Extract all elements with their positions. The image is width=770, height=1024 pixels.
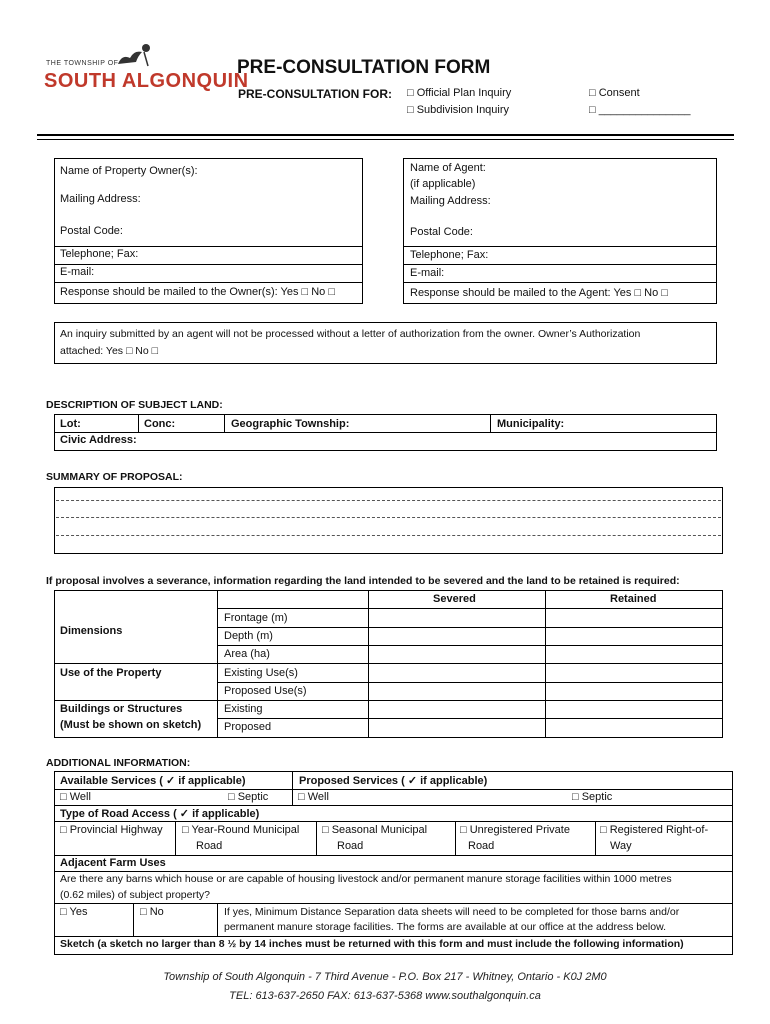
existing-uses-label: Existing Use(s) — [224, 667, 298, 679]
severance-table — [54, 590, 723, 738]
farm-uses-heading: Adjacent Farm Uses — [60, 857, 166, 869]
farm-question-line1: Are there any barns which house or are capable of housing livestock and/or permanent manure storage facilities within 1000 metres — [60, 873, 672, 885]
logo-line2: SOUTH ALGONQUIN — [44, 70, 249, 92]
option-official-plan[interactable]: □ Official Plan Inquiry — [407, 87, 512, 99]
use-property-label: Use of the Property — [60, 667, 162, 679]
available-well-checkbox[interactable]: □ Well — [60, 791, 91, 803]
registered-checkbox[interactable]: □ Registered Right-of- — [600, 824, 709, 836]
col-severed: Severed — [433, 593, 476, 605]
owner-telephone-field[interactable]: Telephone; Fax: — [60, 248, 139, 260]
summary-box[interactable] — [54, 487, 723, 554]
owner-postal-field[interactable]: Postal Code: — [60, 225, 123, 237]
farm-yes-checkbox[interactable]: □ Yes — [60, 906, 88, 918]
municipality-field[interactable]: Municipality: — [497, 418, 565, 430]
footer-contact: TEL: 613-637-2650 FAX: 613-637-5368 www.southalgonquin.ca — [229, 990, 541, 1002]
agent-mailing-field[interactable]: Mailing Address: — [410, 195, 491, 207]
col-retained: Retained — [610, 593, 657, 605]
footer-address: Township of South Algonquin - 7 Third Avenue - P.O. Box 217 - Whitney, Ontario - K0J 2M0 — [163, 971, 607, 983]
severance-heading: If proposal involves a severance, information regarding the land intended to be severed and the land to be retained is required: — [46, 575, 680, 587]
agent-if-applicable: (if applicable) — [410, 178, 476, 190]
option-subdivision[interactable]: □ Subdivision Inquiry — [407, 104, 510, 116]
page-title: PRE-CONSULTATION FORM — [237, 57, 491, 78]
area-label: Area (ha) — [224, 648, 270, 660]
logo-line1: THE TOWNSHIP OF — [46, 60, 119, 67]
proposed-well-checkbox[interactable]: □ Well — [298, 791, 329, 803]
if-yes-line2: permanent manure storage facilities. The forms are available at our office at the address below. — [224, 921, 667, 933]
option-consent[interactable]: □ Consent — [589, 87, 640, 99]
available-septic-checkbox[interactable]: □ Septic — [228, 791, 269, 803]
agent-name-field[interactable]: Name of Agent: — [410, 162, 486, 174]
divider-bottom — [37, 139, 734, 140]
proposed-services-label: Proposed Services ( ✓ if applicable) — [299, 775, 488, 787]
authorization-line1: An inquiry submitted by an agent will not be processed without a letter of authorization from the owner. Owner’s Authorization — [60, 328, 641, 340]
unregistered-label2: Road — [468, 840, 495, 852]
road-access-label: Type of Road Access ( ✓ if applicable) — [60, 808, 260, 820]
for-label: PRE-CONSULTATION FOR: — [238, 87, 392, 101]
option-other[interactable]: □ _______________ — [589, 104, 691, 116]
buildings-note: (Must be shown on sketch) — [60, 719, 202, 731]
existing-label: Existing — [224, 703, 263, 715]
agent-response[interactable]: Response should be mailed to the Agent: Yes □ No □ — [410, 287, 668, 299]
provincial-highway-checkbox[interactable]: □ Provincial Highway — [60, 824, 163, 836]
unregistered-checkbox[interactable]: □ Unregistered Private — [460, 824, 570, 836]
subject-land-heading: DESCRIPTION OF SUBJECT LAND: — [46, 399, 223, 411]
owner-response[interactable]: Response should be mailed to the Owner(s): Yes □ No □ — [60, 286, 335, 298]
owner-mailing-field[interactable]: Mailing Address: — [60, 193, 141, 205]
buildings-label: Buildings or Structures — [60, 703, 183, 715]
frontage-label: Frontage (m) — [224, 612, 288, 624]
owner-email-field[interactable]: E-mail: — [60, 266, 95, 278]
civic-address-field[interactable]: Civic Address: — [60, 434, 137, 446]
sketch-instruction: Sketch (a sketch no larger than 8 ½ by 14 inches must be returned with this form and must include the following information) — [60, 938, 684, 950]
farm-question-line2: (0.62 miles) of subject property? — [60, 889, 210, 901]
dimensions-label: Dimensions — [60, 625, 123, 637]
farm-no-checkbox[interactable]: □ No — [140, 906, 164, 918]
divider-top — [37, 134, 734, 136]
conc-field[interactable]: Conc: — [144, 418, 176, 430]
lot-field[interactable]: Lot: — [60, 418, 81, 430]
year-round-label2: Road — [196, 840, 223, 852]
if-yes-line1: If yes, Minimum Distance Separation data sheets will need to be completed for those barns and/or — [224, 906, 680, 918]
available-services-label: Available Services ( ✓ if applicable) — [60, 775, 246, 787]
agent-postal-field[interactable]: Postal Code: — [410, 226, 473, 238]
seasonal-label2: Road — [337, 840, 364, 852]
summary-heading: SUMMARY OF PROPOSAL: — [46, 471, 183, 483]
authorization-line2[interactable]: attached: Yes □ No □ — [60, 345, 158, 357]
depth-label: Depth (m) — [224, 630, 273, 642]
proposed-label: Proposed — [224, 721, 272, 733]
proposed-septic-checkbox[interactable]: □ Septic — [572, 791, 613, 803]
registered-label2: Way — [610, 840, 632, 852]
proposed-uses-label: Proposed Use(s) — [224, 685, 307, 697]
year-round-checkbox[interactable]: □ Year-Round Municipal — [182, 824, 300, 836]
agent-telephone-field[interactable]: Telephone; Fax: — [410, 249, 489, 261]
agent-email-field[interactable]: E-mail: — [410, 267, 445, 279]
seasonal-checkbox[interactable]: □ Seasonal Municipal — [322, 824, 428, 836]
owner-name-field[interactable]: Name of Property Owner(s): — [60, 165, 198, 177]
additional-heading: ADDITIONAL INFORMATION: — [46, 757, 191, 769]
township-field[interactable]: Geographic Township: — [231, 418, 350, 430]
